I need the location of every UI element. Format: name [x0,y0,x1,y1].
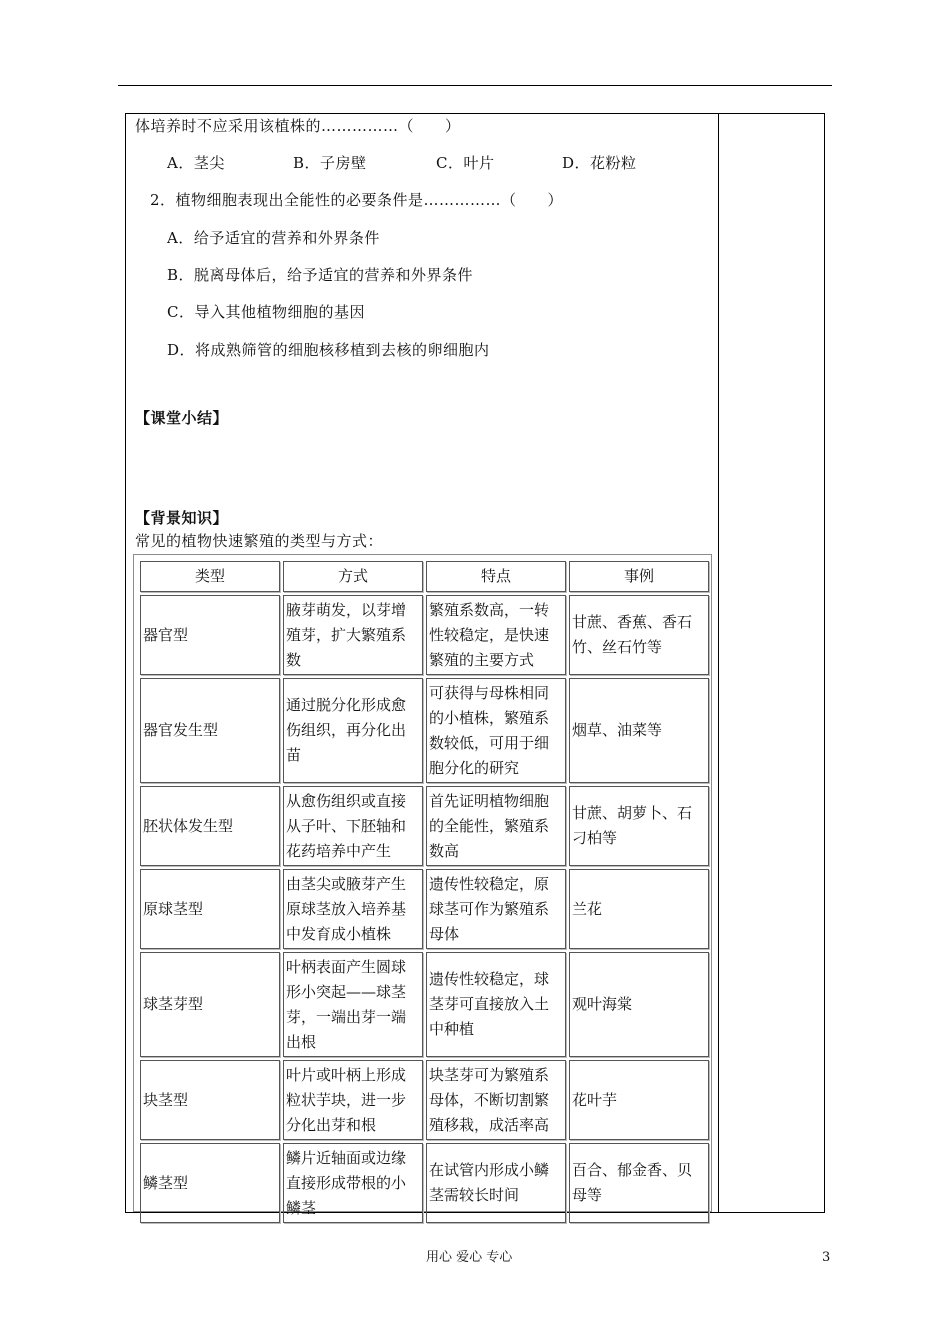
question1-option-c: C．叶片 [436,154,495,172]
cell-type: 器官发生型 [140,678,280,783]
cell-example: 花叶芋 [569,1060,709,1140]
propagation-table [133,554,712,1217]
question2-option-b: B．脱离母体后，给予适宜的营养和外界条件 [167,266,474,284]
cell-method: 由茎尖或腋芽产生原球茎放入培养基中发育成小植株 [283,869,423,949]
page-number: 3 [822,1250,831,1265]
table-row [140,952,709,1057]
cell-example: 甘蔗、胡萝卜、石刁柏等 [569,786,709,866]
question1-option-b: B．子房壁 [293,154,367,172]
cell-type: 原球茎型 [140,869,280,949]
header-type: 类型 [140,561,280,592]
cell-method: 腋芽萌发，以芽增殖芽，扩大繁殖系数 [283,595,423,675]
cell-type: 块茎型 [140,1060,280,1140]
question2-option-a: A．给予适宜的营养和外界条件 [167,229,380,247]
question2-option-c: C．导入其他植物细胞的基因 [167,303,365,321]
cell-type: 器官型 [140,595,280,675]
table-row [140,595,709,675]
summary-heading: 【课堂小结】 [135,409,229,427]
background-intro: 常见的植物快速繁殖的类型与方式： [135,532,384,550]
cell-method: 叶柄表面产生圆球形小突起——球茎芽，一端出芽一端出根 [283,952,423,1057]
question2-stem: 2．植物细胞表现出全能性的必要条件是……………（ ） [150,191,564,209]
header-rule [118,85,832,86]
cell-type: 鳞茎型 [140,1143,280,1223]
cell-example: 甘蔗、香蕉、香石竹、丝石竹等 [569,595,709,675]
background-heading: 【背景知识】 [135,509,229,527]
question1-stem: 体培养时不应采用该植株的……………（ ） [135,117,461,135]
table-row [140,1060,709,1140]
question1-option-d: D．花粉粒 [562,154,637,172]
propagation-table-grid [137,558,712,1226]
header-method: 方式 [283,561,423,592]
question2-option-d: D．将成熟筛管的细胞核移植到去核的卵细胞内 [167,341,490,359]
cell-feature: 首先证明植物细胞的全能性，繁殖系数高 [426,786,566,866]
footer-slogan: 用心 爱心 专心 [426,1250,513,1265]
table-header-row [140,561,709,592]
header-example: 事例 [569,561,709,592]
cell-example: 百合、郁金香、贝母等 [569,1143,709,1223]
cell-method: 鳞片近轴面或边缘直接形成带根的小鳞茎 [283,1143,423,1223]
cell-type: 胚状体发生型 [140,786,280,866]
cell-feature: 遗传性较稳定，原球茎可作为繁殖系母体 [426,869,566,949]
cell-example: 烟草、油菜等 [569,678,709,783]
question1-option-a: A．茎尖 [167,154,225,172]
cell-feature: 块茎芽可为繁殖系母体，不断切割繁殖移栽，成活率高 [426,1060,566,1140]
cell-example: 兰花 [569,869,709,949]
cell-method: 通过脱分化形成愈伤组织，再分化出苗 [283,678,423,783]
cell-feature: 在试管内形成小鳞茎需较长时间 [426,1143,566,1223]
cell-method: 叶片或叶柄上形成粒状芋块，进一步分化出芽和根 [283,1060,423,1140]
cell-example: 观叶海棠 [569,952,709,1057]
cell-feature: 繁殖系数高，一转性较稳定，是快速繁殖的主要方式 [426,595,566,675]
notes-column-divider [718,114,719,1212]
table-row [140,786,709,866]
table-row [140,678,709,783]
table-row [140,869,709,949]
cell-feature: 遗传性较稳定，球茎芽可直接放入土中种植 [426,952,566,1057]
table-row [140,1143,709,1223]
cell-method: 从愈伤组织或直接从子叶、下胚轴和花药培养中产生 [283,786,423,866]
cell-type: 球茎芽型 [140,952,280,1057]
cell-feature: 可获得与母株相同的小植株，繁殖系数较低，可用于细胞分化的研究 [426,678,566,783]
header-feature: 特点 [426,561,566,592]
